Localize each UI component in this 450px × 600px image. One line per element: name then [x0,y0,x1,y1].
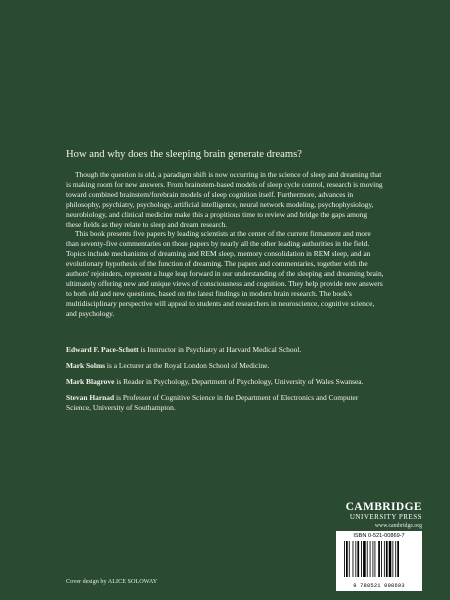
barcode-bar [361,541,362,577]
author-bio [66,377,384,387]
author-bio [66,361,384,371]
barcode-bar [395,541,396,577]
publisher-name: CAMBRIDGE [345,501,422,513]
barcode-bar [378,541,380,577]
barcode-bar [370,541,371,577]
barcode-bar [363,541,366,577]
barcode-bar [397,541,399,577]
barcode-bar [367,541,368,577]
barcode-bar [373,541,374,577]
barcode-panel [336,531,422,591]
blurb [66,170,384,319]
publisher-url: www.cambridge.org [374,523,422,529]
barcode-bar [389,541,392,577]
barcode-icon [344,541,414,577]
author-name: Mark Blagrove [66,376,115,386]
author-bio [66,393,384,413]
author-description: is Instructor in Psychiatry at Harvard Medical School. [138,345,302,354]
barcode-bar [375,541,376,577]
barcode-bar [384,541,385,577]
barcode-bar [353,541,354,577]
author-name: Stevan Harnad [66,392,115,402]
isbn-text: ISBN 0-521-00869-7 [353,533,405,539]
publisher-logo [336,502,422,530]
cover-design-credit: Cover design by ALICE SOLOWAY [66,578,158,585]
barcode-bar [349,541,350,577]
barcode-bar [386,541,388,577]
author-name: Edward F. Pace-Schott [66,345,139,354]
author-description: is Reader in Psychology, Department of Psychology, University of Wales Swansea. [114,376,364,386]
author-bio [66,345,384,355]
author-description: is Professor of Cognitive Science in the Department of Electronics and Computer Science, University of Southampton. [66,392,359,412]
publisher-subname: UNIVERSITY PRESS [349,513,422,521]
barcode-number: 9 780521 008693 [353,583,405,589]
barcode-bar [346,541,348,577]
author-description: is a Lecturer at the Royal London School of Medicine. [105,360,270,370]
barcode-bar [392,541,393,577]
barcode-bar [357,541,359,577]
barcode-bar [344,541,345,577]
headline: How and why does the sleeping brain generate dreams? [66,149,302,160]
barcode-bar [355,541,356,577]
author-bios [66,345,384,419]
author-name: Mark Solms [66,360,106,370]
barcode-bar [381,541,382,577]
blurb-paragraph: This book presents five papers by leading scientists at the center of the current firmament and more than seventy-five commentaries on those papers by nearly all the other leading authorities in the field. Topics include mechanisms of dreaming and REM sleep, memory consolidation in REM sleep, and an evolutionary hypothesis of the function of dreaming. The papers and commentaries, together with the authors' rejoinders, represent a huge leap forward in our understanding of the sleeping and dreaming brain, ultimately offering new and unique views of consciousness and cognition. They help provide new answers to both old and new questions, based on the latest findings in modern brain research. The book's multidisciplinary perspective will appeal to students and researchers in neuroscience, cognitive science, and psychology. [66,229,384,318]
blurb-paragraph: Though the question is old, a paradigm shift is now occurring in the science of sleep and dreaming that is making room for new answers. From brainstem-based models of sleep cycle control, research is moving toward combined brainstem/forebrain models of sleep cognition itself. Furthermore, advances in philosophy, psychiatry, psychology, artificial intelligence, neural network modeling, psychophysiology, neurobiology, and clinical medicine make this a propitious time to review and bridge the gaps among these fields as they relate to sleep and dream research. [66,170,383,229]
